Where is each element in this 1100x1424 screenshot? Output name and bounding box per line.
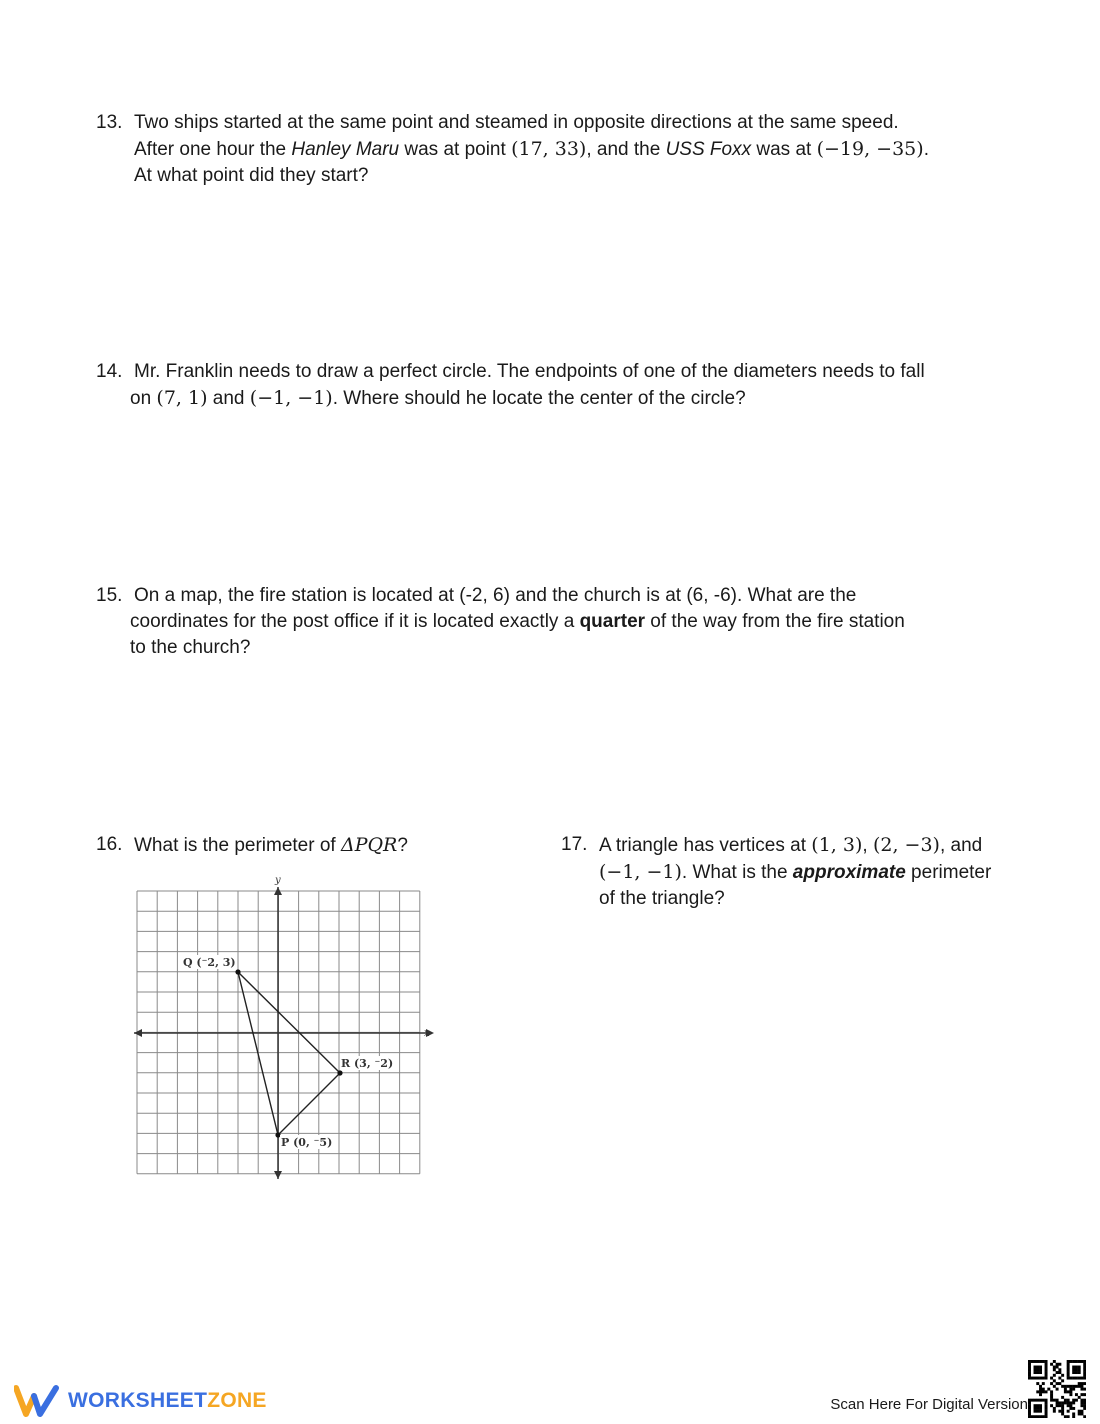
question-number: 17. xyxy=(561,834,588,855)
x-axis-arrow-left xyxy=(134,1029,142,1037)
qr-module xyxy=(1045,1412,1048,1415)
question-number: 14. xyxy=(96,361,123,382)
text: to the church? xyxy=(130,637,251,658)
qr-module xyxy=(1045,1366,1048,1369)
qr-module xyxy=(1072,1388,1075,1391)
qr-module xyxy=(1072,1415,1075,1418)
qr-module xyxy=(1067,1415,1070,1418)
worksheetzone-logo[interactable] xyxy=(14,1384,267,1418)
qr-module xyxy=(1067,1399,1070,1402)
qr-module xyxy=(1053,1379,1056,1382)
question-text-line xyxy=(134,110,976,136)
qr-module xyxy=(1067,1401,1070,1404)
qr-module xyxy=(1028,1363,1031,1366)
qr-module xyxy=(1058,1401,1061,1404)
qr-module xyxy=(1042,1399,1045,1402)
qr-module xyxy=(1072,1368,1075,1371)
text: was at point xyxy=(399,139,512,160)
qr-module xyxy=(1058,1363,1061,1366)
emphasis: approximate xyxy=(792,862,906,883)
qr-module xyxy=(1039,1390,1042,1393)
text: coordinates for the post office if it is located exactly a xyxy=(130,611,580,632)
scan-caption: Scan Here For Digital Version xyxy=(830,1396,1028,1413)
qr-module xyxy=(1064,1385,1067,1388)
qr-module xyxy=(1080,1385,1083,1388)
brand-name xyxy=(68,1389,267,1413)
qr-module xyxy=(1039,1360,1042,1363)
qr-module xyxy=(1072,1366,1075,1369)
qr-module xyxy=(1045,1390,1048,1393)
text: , and the xyxy=(586,139,666,160)
text: perimeter xyxy=(905,862,992,883)
qr-module xyxy=(1056,1401,1059,1404)
text: and xyxy=(207,388,250,409)
question-text-line xyxy=(599,886,1031,912)
qr-module xyxy=(1083,1371,1086,1374)
qr-module xyxy=(1034,1377,1037,1380)
triangle-pqr xyxy=(238,972,340,1135)
label-q: Q (⁻2, 3) xyxy=(183,956,236,969)
qr-module xyxy=(1072,1407,1075,1410)
qr-module xyxy=(1075,1368,1078,1371)
qr-module xyxy=(1053,1399,1056,1402)
coordinate-graph xyxy=(130,873,440,1183)
qr-module xyxy=(1075,1371,1078,1374)
qr-module xyxy=(1034,1407,1037,1410)
question-text-line xyxy=(134,359,996,385)
qr-module xyxy=(1034,1366,1037,1369)
qr-module xyxy=(1067,1371,1070,1374)
qr-module xyxy=(1039,1371,1042,1374)
qr-module xyxy=(1045,1404,1048,1407)
qr-module xyxy=(1083,1366,1086,1369)
qr-module xyxy=(1075,1360,1078,1363)
text: of the triangle? xyxy=(599,888,725,909)
qr-module xyxy=(1061,1374,1064,1377)
point: (2, −3) xyxy=(872,834,940,856)
qr-module xyxy=(1069,1388,1072,1391)
qr-module xyxy=(1058,1377,1061,1380)
qr-module xyxy=(1078,1382,1081,1385)
qr-module xyxy=(1069,1377,1072,1380)
label-p: P (0, ⁻5) xyxy=(281,1136,333,1149)
qr-module xyxy=(1083,1360,1086,1363)
point: (7, 1) xyxy=(156,387,208,409)
qr-module xyxy=(1083,1399,1086,1402)
qr-module xyxy=(1053,1366,1056,1369)
brand-part: ZONE xyxy=(207,1389,267,1412)
qr-module xyxy=(1056,1382,1059,1385)
text: . Where should he locate the center of the circle? xyxy=(332,388,746,409)
text: . xyxy=(923,139,929,160)
y-axis-arrow-bottom xyxy=(274,1171,282,1179)
qr-module xyxy=(1067,1385,1070,1388)
qr-module xyxy=(1036,1410,1039,1413)
qr-module xyxy=(1045,1415,1048,1418)
qr-module xyxy=(1039,1366,1042,1369)
qr-module xyxy=(1034,1399,1037,1402)
qr-module xyxy=(1028,1360,1031,1363)
qr-module xyxy=(1083,1401,1086,1404)
qr-module xyxy=(1067,1404,1070,1407)
qr-module xyxy=(1083,1368,1086,1371)
point: (−19, −35) xyxy=(816,138,924,160)
qr-module xyxy=(1067,1368,1070,1371)
qr-module xyxy=(1058,1368,1061,1371)
qr-module xyxy=(1075,1377,1078,1380)
qr-module xyxy=(1053,1368,1056,1371)
qr-module xyxy=(1036,1404,1039,1407)
qr-module xyxy=(1045,1401,1048,1404)
qr-module xyxy=(1058,1404,1061,1407)
qr-module xyxy=(1045,1371,1048,1374)
qr-module xyxy=(1036,1399,1039,1402)
qr-module xyxy=(1078,1377,1081,1380)
qr-module xyxy=(1069,1404,1072,1407)
qr-module xyxy=(1067,1360,1070,1363)
qr-module xyxy=(1036,1371,1039,1374)
qr-module xyxy=(1067,1366,1070,1369)
qr-module xyxy=(1028,1366,1031,1369)
qr-module xyxy=(1069,1407,1072,1410)
qr-module xyxy=(1028,1377,1031,1380)
question-14 xyxy=(96,359,996,412)
qr-module xyxy=(1028,1404,1031,1407)
text: At what point did they start? xyxy=(134,165,369,186)
qr-module xyxy=(1050,1382,1053,1385)
qr-module xyxy=(1078,1371,1081,1374)
point-p xyxy=(275,1132,280,1137)
qr-module xyxy=(1039,1385,1042,1388)
qr-module xyxy=(1072,1360,1075,1363)
point-r xyxy=(337,1070,342,1075)
emphasis: quarter xyxy=(579,611,646,632)
qr-module xyxy=(1042,1390,1045,1393)
qr-module xyxy=(1053,1410,1056,1413)
triangle-name: ΔPQR xyxy=(340,834,398,856)
qr-module xyxy=(1042,1360,1045,1363)
qr-module xyxy=(1078,1360,1081,1363)
text: After one hour the xyxy=(134,139,292,160)
qr-module xyxy=(1036,1366,1039,1369)
question-text-line xyxy=(130,635,976,661)
text: . What is the xyxy=(681,862,793,883)
text: , and xyxy=(939,835,983,856)
qr-module xyxy=(1053,1374,1056,1377)
qr-module xyxy=(1028,1412,1031,1415)
qr-module xyxy=(1039,1393,1042,1396)
question-number: 16. xyxy=(96,834,123,855)
question-text-line xyxy=(134,583,976,609)
qr-module xyxy=(1056,1366,1059,1369)
qr-module xyxy=(1083,1363,1086,1366)
qr-module xyxy=(1050,1404,1053,1407)
qr-module xyxy=(1036,1390,1039,1393)
qr-module xyxy=(1072,1412,1075,1415)
x-axis-label: x xyxy=(424,1028,430,1039)
qr-module xyxy=(1034,1368,1037,1371)
qr-module xyxy=(1064,1390,1067,1393)
qr-module xyxy=(1078,1412,1081,1415)
question-text-line xyxy=(599,832,1031,859)
qr-module xyxy=(1028,1415,1031,1418)
qr-module xyxy=(1080,1382,1083,1385)
qr-module xyxy=(1050,1390,1053,1393)
qr-module xyxy=(1045,1363,1048,1366)
qr-module xyxy=(1061,1410,1064,1413)
qr-module xyxy=(1031,1377,1034,1380)
qr-module xyxy=(1083,1404,1086,1407)
qr-module xyxy=(1050,1393,1053,1396)
qr-module xyxy=(1056,1363,1059,1366)
qr-module xyxy=(1067,1390,1070,1393)
qr-module xyxy=(1075,1366,1078,1369)
qr-module xyxy=(1056,1399,1059,1402)
qr-module xyxy=(1083,1382,1086,1385)
qr-module xyxy=(1083,1407,1086,1410)
qr-module xyxy=(1042,1415,1045,1418)
qr-module xyxy=(1050,1399,1053,1402)
text: ? xyxy=(397,835,408,856)
qr-module xyxy=(1080,1412,1083,1415)
qr-module xyxy=(1078,1366,1081,1369)
qr-module xyxy=(1061,1396,1064,1399)
qr-module xyxy=(1083,1393,1086,1396)
qr-module xyxy=(1072,1399,1075,1402)
qr-module xyxy=(1039,1368,1042,1371)
qr-module xyxy=(1039,1388,1042,1391)
qr-module xyxy=(1072,1385,1075,1388)
qr-module xyxy=(1050,1396,1053,1399)
qr-module xyxy=(1039,1404,1042,1407)
qr-module xyxy=(1064,1401,1067,1404)
qr-module xyxy=(1078,1368,1081,1371)
qr-module xyxy=(1069,1390,1072,1393)
qr-module xyxy=(1056,1388,1059,1391)
qr-module xyxy=(1058,1371,1061,1374)
qr-module xyxy=(1045,1360,1048,1363)
qr-module xyxy=(1042,1388,1045,1391)
qr-module xyxy=(1028,1399,1031,1402)
qr-module xyxy=(1036,1360,1039,1363)
question-number: 13. xyxy=(96,112,123,133)
qr-module xyxy=(1075,1385,1078,1388)
text: was at xyxy=(751,139,817,160)
qr-module xyxy=(1039,1407,1042,1410)
qr-code-icon[interactable] xyxy=(1028,1360,1086,1418)
qr-module xyxy=(1080,1410,1083,1413)
qr-module xyxy=(1075,1393,1078,1396)
qr-module xyxy=(1050,1377,1053,1380)
qr-module xyxy=(1036,1368,1039,1371)
qr-module xyxy=(1080,1393,1083,1396)
qr-module xyxy=(1061,1404,1064,1407)
brand-part: WORKSHEET xyxy=(68,1389,208,1412)
qr-module xyxy=(1061,1379,1064,1382)
qr-module xyxy=(1058,1410,1061,1413)
qr-module xyxy=(1078,1396,1081,1399)
point: (17, 33) xyxy=(511,138,587,160)
point-q xyxy=(235,969,240,974)
qr-module xyxy=(1083,1388,1086,1391)
qr-module xyxy=(1034,1360,1037,1363)
qr-module xyxy=(1045,1368,1048,1371)
qr-module xyxy=(1061,1407,1064,1410)
point: (1, 3) xyxy=(811,834,863,856)
qr-module xyxy=(1039,1399,1042,1402)
qr-module xyxy=(1036,1415,1039,1418)
text: On a map, the fire station is located at (-2, 6) and the church is at (6, -6). What are the xyxy=(134,585,857,606)
qr-module xyxy=(1028,1407,1031,1410)
qr-module xyxy=(1061,1401,1064,1404)
qr-module xyxy=(1045,1374,1048,1377)
qr-module xyxy=(1064,1415,1067,1418)
qr-module xyxy=(1050,1363,1053,1366)
qr-module xyxy=(1080,1404,1083,1407)
qr-module xyxy=(1034,1415,1037,1418)
qr-module xyxy=(1058,1382,1061,1385)
point: (−1, −1) xyxy=(599,861,682,883)
qr-module xyxy=(1072,1377,1075,1380)
qr-module xyxy=(1080,1401,1083,1404)
qr-module xyxy=(1028,1371,1031,1374)
qr-module xyxy=(1045,1399,1048,1402)
worksheetzone-logo-icon xyxy=(14,1384,60,1418)
qr-module xyxy=(1069,1401,1072,1404)
qr-module xyxy=(1053,1385,1056,1388)
question-15 xyxy=(96,583,976,661)
qr-module xyxy=(1031,1415,1034,1418)
qr-module xyxy=(1034,1410,1037,1413)
qr-module xyxy=(1061,1385,1064,1388)
qr-module xyxy=(1039,1415,1042,1418)
text: of the way from the fire station xyxy=(645,611,905,632)
qr-module xyxy=(1083,1415,1086,1418)
qr-module xyxy=(1078,1410,1081,1413)
qr-module xyxy=(1080,1377,1083,1380)
qr-module xyxy=(1045,1410,1048,1413)
qr-module xyxy=(1064,1399,1067,1402)
qr-module xyxy=(1056,1404,1059,1407)
qr-module xyxy=(1067,1377,1070,1380)
qr-module xyxy=(1042,1382,1045,1385)
qr-module xyxy=(1034,1404,1037,1407)
question-text-line xyxy=(599,859,1031,886)
question-text-line xyxy=(134,163,976,189)
qr-module xyxy=(1028,1401,1031,1404)
qr-module xyxy=(1069,1393,1072,1396)
text: Mr. Franklin needs to draw a perfect circle. The endpoints of one of the diameters needs to fall xyxy=(134,361,925,382)
qr-module xyxy=(1069,1385,1072,1388)
ship-name: USS Foxx xyxy=(665,139,752,160)
qr-module xyxy=(1069,1360,1072,1363)
qr-module xyxy=(1056,1371,1059,1374)
qr-module xyxy=(1075,1399,1078,1402)
qr-module xyxy=(1053,1407,1056,1410)
text: , xyxy=(862,835,873,856)
qr-module xyxy=(1039,1410,1042,1413)
qr-module xyxy=(1078,1385,1081,1388)
question-text-line xyxy=(130,385,996,412)
qr-module xyxy=(1080,1388,1083,1391)
question-text-line xyxy=(134,136,976,163)
question-number: 15. xyxy=(96,585,123,606)
question-17 xyxy=(561,832,1031,912)
qr-module xyxy=(1067,1374,1070,1377)
y-axis-label: y xyxy=(275,875,281,886)
qr-module xyxy=(1072,1401,1075,1404)
qr-module xyxy=(1036,1407,1039,1410)
qr-module xyxy=(1036,1382,1039,1385)
text: on xyxy=(130,388,157,409)
qr-module xyxy=(1042,1377,1045,1380)
qr-module xyxy=(1028,1368,1031,1371)
qr-module xyxy=(1064,1388,1067,1391)
text: A triangle has vertices at xyxy=(599,835,812,856)
qr-module xyxy=(1061,1412,1064,1415)
qr-module xyxy=(1045,1407,1048,1410)
qr-module xyxy=(1047,1388,1050,1391)
qr-module xyxy=(1080,1399,1083,1402)
question-16 xyxy=(96,832,516,859)
qr-module xyxy=(1083,1374,1086,1377)
qr-module xyxy=(1036,1377,1039,1380)
qr-module xyxy=(1072,1371,1075,1374)
question-13 xyxy=(96,110,976,189)
qr-module xyxy=(1034,1371,1037,1374)
qr-module xyxy=(1028,1410,1031,1413)
point: (−1, −1) xyxy=(249,387,333,409)
label-r: R (3, ⁻2) xyxy=(341,1057,394,1070)
qr-module xyxy=(1045,1377,1048,1380)
qr-module xyxy=(1031,1399,1034,1402)
qr-module xyxy=(1039,1377,1042,1380)
text: What is the perimeter of xyxy=(134,835,341,856)
qr-module xyxy=(1028,1374,1031,1377)
qr-module xyxy=(1080,1360,1083,1363)
qr-module xyxy=(1083,1377,1086,1380)
qr-module xyxy=(1067,1410,1070,1413)
qr-module xyxy=(1053,1360,1056,1363)
qr-module xyxy=(1067,1363,1070,1366)
text: Two ships started at the same point and steamed in opposite directions at the same speed. xyxy=(134,112,899,133)
question-text-line xyxy=(130,609,976,635)
ship-name: Hanley Maru xyxy=(291,139,400,160)
qr-module xyxy=(1031,1360,1034,1363)
